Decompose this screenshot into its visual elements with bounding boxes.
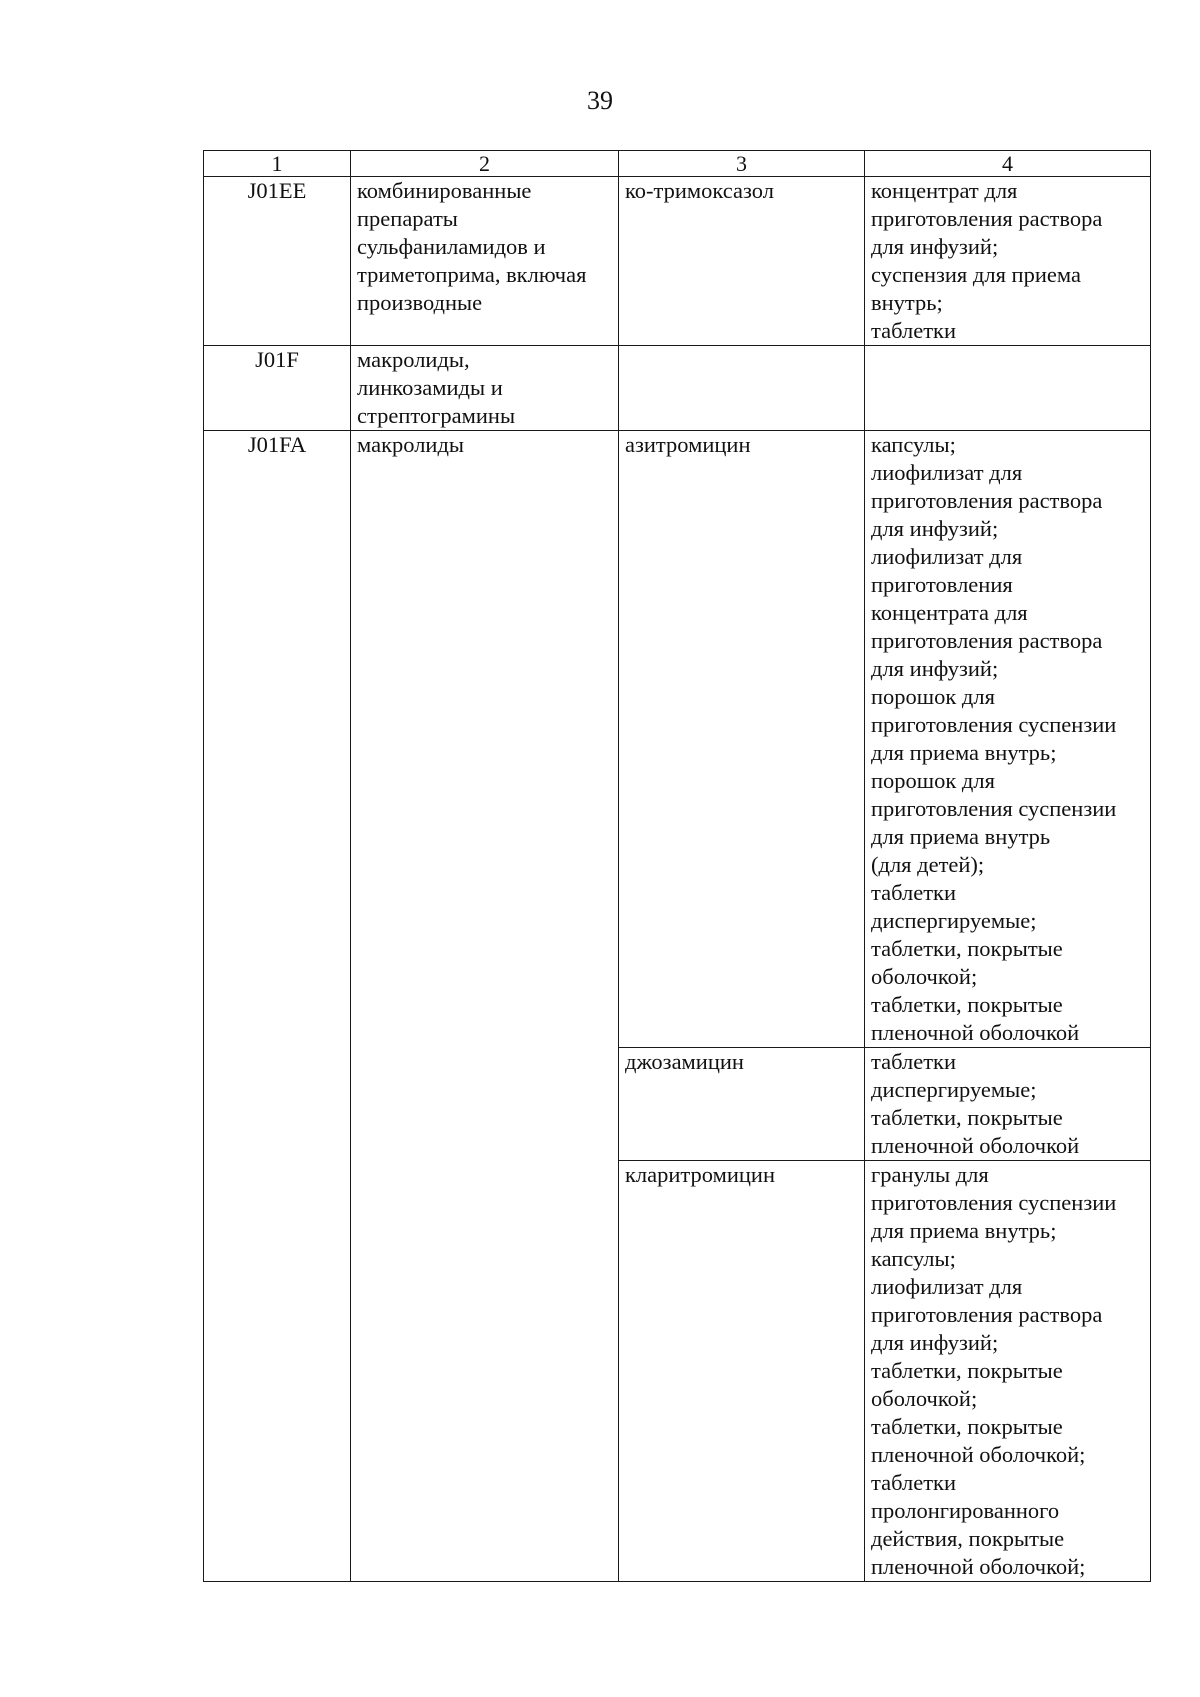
drug-name: кларитромицин bbox=[619, 1161, 865, 1582]
text-line: приготовления раствора bbox=[871, 488, 1103, 513]
text-line: (для детей); bbox=[871, 852, 985, 877]
text-line: таблетки bbox=[871, 318, 957, 343]
table-row bbox=[204, 431, 1151, 1048]
text-line: таблетки, покрытые bbox=[871, 1414, 1063, 1439]
text-line: пленочной оболочкой bbox=[871, 1133, 1080, 1158]
table-header-row bbox=[204, 151, 1151, 177]
text-line: приготовления раствора bbox=[871, 628, 1103, 653]
text-line: триметоприма, включая bbox=[357, 262, 587, 287]
text-line: стрептограмины bbox=[357, 403, 516, 428]
text-line: таблетки bbox=[871, 1049, 957, 1074]
text-line: капсулы; bbox=[871, 432, 956, 457]
text-line: гранулы для bbox=[871, 1162, 989, 1187]
text-line: лиофилизат для bbox=[871, 1274, 1023, 1299]
text-line: порошок для bbox=[871, 684, 995, 709]
text-line: сульфаниламидов и bbox=[357, 234, 546, 259]
text-line: приготовления раствора bbox=[871, 1302, 1103, 1327]
text-line: концентрата для bbox=[871, 600, 1028, 625]
column-header-2: 2 bbox=[351, 151, 619, 177]
column-header-1: 1 bbox=[204, 151, 351, 177]
drug-name: азитромицин bbox=[619, 431, 865, 1048]
text-line: таблетки bbox=[871, 1470, 957, 1495]
text-line: приготовления суспензии bbox=[871, 1190, 1117, 1215]
text-line: производные bbox=[357, 290, 483, 315]
text-line: препараты bbox=[357, 206, 458, 231]
text-line: для инфузий; bbox=[871, 656, 999, 681]
text-line: оболочкой; bbox=[871, 1386, 978, 1411]
text-line: внутрь; bbox=[871, 290, 943, 315]
text-line: диспергируемые; bbox=[871, 908, 1037, 933]
group-name bbox=[351, 346, 619, 431]
text-line: таблетки bbox=[871, 880, 957, 905]
dosage-forms bbox=[865, 177, 1151, 346]
table-row bbox=[204, 346, 1151, 431]
drug-name bbox=[619, 346, 865, 431]
drug-name: ко-тримоксазол bbox=[619, 177, 865, 346]
dosage-forms bbox=[865, 1048, 1151, 1161]
text-line: таблетки, покрытые bbox=[871, 936, 1063, 961]
text-line: таблетки, покрытые bbox=[871, 1358, 1063, 1383]
text-line: лиофилизат для bbox=[871, 460, 1023, 485]
text-line: приготовления раствора bbox=[871, 206, 1103, 231]
text-line: порошок для bbox=[871, 768, 995, 793]
text-line: пролонгированного bbox=[871, 1498, 1060, 1523]
drug-table bbox=[203, 150, 1151, 1582]
text-line: комбинированные bbox=[357, 178, 532, 203]
text-line: концентрат для bbox=[871, 178, 1018, 203]
text-line: макролиды, bbox=[357, 347, 470, 372]
text-line: макролиды bbox=[357, 432, 465, 457]
dosage-forms bbox=[865, 1161, 1151, 1582]
text-line: пленочной оболочкой; bbox=[871, 1442, 1086, 1467]
text-line: линкозамиды и bbox=[357, 375, 503, 400]
atc-code: J01F bbox=[204, 346, 351, 431]
atc-code: J01FA bbox=[204, 431, 351, 1582]
drug-name: джозамицин bbox=[619, 1048, 865, 1161]
group-name bbox=[351, 177, 619, 346]
text-line: для инфузий; bbox=[871, 234, 999, 259]
text-line: для приема внутрь; bbox=[871, 740, 1057, 765]
dosage-forms bbox=[865, 346, 1151, 431]
text-line: для приема внутрь bbox=[871, 824, 1051, 849]
page-number: 39 bbox=[587, 86, 613, 115]
atc-code: J01EE bbox=[204, 177, 351, 346]
text-line: для приема внутрь; bbox=[871, 1218, 1057, 1243]
dosage-forms bbox=[865, 431, 1151, 1048]
table-row bbox=[204, 177, 1151, 346]
text-line: оболочкой; bbox=[871, 964, 978, 989]
text-line: пленочной оболочкой bbox=[871, 1020, 1080, 1045]
text-line: суспензия для приема bbox=[871, 262, 1081, 287]
text-line: для инфузий; bbox=[871, 516, 999, 541]
text-line: диспергируемые; bbox=[871, 1077, 1037, 1102]
text-line: для инфузий; bbox=[871, 1330, 999, 1355]
text-line: приготовления суспензии bbox=[871, 796, 1117, 821]
column-header-3: 3 bbox=[619, 151, 865, 177]
column-header-4: 4 bbox=[865, 151, 1151, 177]
text-line: таблетки, покрытые bbox=[871, 992, 1063, 1017]
text-line: лиофилизат для bbox=[871, 544, 1023, 569]
text-line: приготовления bbox=[871, 572, 1013, 597]
text-line: капсулы; bbox=[871, 1246, 956, 1271]
text-line: таблетки, покрытые bbox=[871, 1105, 1063, 1130]
text-line: пленочной оболочкой; bbox=[871, 1554, 1086, 1579]
text-line: действия, покрытые bbox=[871, 1526, 1065, 1551]
group-name bbox=[351, 431, 619, 1582]
text-line: приготовления суспензии bbox=[871, 712, 1117, 737]
